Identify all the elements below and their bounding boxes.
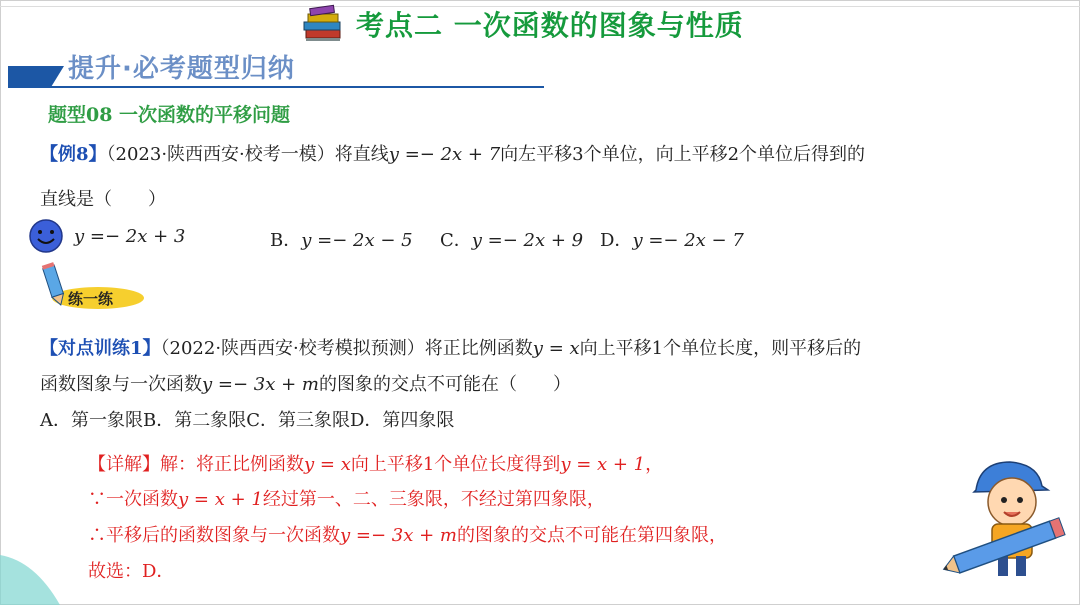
boy-with-pencil-illustration (940, 456, 1070, 582)
title-area (300, 4, 744, 44)
training-equation-2: y =− 3x + m (202, 374, 319, 395)
option-b-label: B． (270, 230, 302, 251)
solution-line-4: 故选：D． (88, 561, 175, 582)
option-c-label: C． (440, 230, 472, 251)
option-c-text: y =− 2x + 9 (471, 230, 584, 251)
option-c (440, 226, 583, 252)
option-b (270, 226, 413, 252)
solution-text-1b: 向上平移1个单位长度得到 (350, 454, 561, 475)
solution-text-1c: ， (645, 454, 664, 475)
example-label: 【例8】 (40, 144, 107, 165)
smiley-icon (28, 218, 64, 254)
solution-text-2b: 经过第一、二、三象限，不经过第四象限， (262, 489, 605, 510)
solution-line-2 (88, 485, 605, 511)
option-d (600, 226, 744, 252)
banner-underline (8, 86, 544, 88)
solution-equation-4: y =− 3x + m (340, 525, 457, 546)
page-title: 考点二 一次函数的图象与性质 (356, 9, 744, 42)
solution-line-3 (88, 521, 727, 547)
training-rest-1: 向上平移1个单位长度，则平移后的 (579, 338, 862, 359)
training-options: A．第一象限B．第二象限C．第三象限D．第四象限 (40, 410, 455, 431)
training-text-2b: 的图象的交点不可能在（ ） (318, 374, 571, 395)
example-source: （2023·陕西西安·校考一模）将直线 (106, 144, 389, 165)
books-icon (300, 4, 346, 44)
solution-equation-1: y = x (304, 454, 351, 475)
training-text-2a: 函数图象与一次函数 (40, 374, 202, 395)
practice-badge-label: 练一练 (68, 290, 114, 308)
example-line-1 (40, 140, 865, 166)
example-rest: 向左平移3个单位，向上平移2个单位后得到的 (500, 144, 866, 165)
training-line-2 (40, 370, 571, 396)
solution-text-2a: ∵一次函数 (88, 489, 178, 510)
solution-text-1a: 【详解】解：将正比例函数 (88, 454, 304, 475)
option-a: y =− 2x + 3 (74, 226, 186, 247)
option-b-text: y =− 2x − 5 (301, 230, 413, 251)
solution-equation-2: y = x + 1 (560, 454, 646, 475)
option-d-label: D． (600, 230, 633, 251)
solution-text-3b: 的图象的交点不可能在第四象限， (456, 525, 727, 546)
training-equation-1: y = x (532, 338, 580, 359)
section-banner: 提升·必考题型归纳 (68, 54, 295, 84)
solution-text-3a: ∴平移后的函数图象与一次函数 (88, 525, 340, 546)
topic-heading: 题型08 一次函数的平移问题 (48, 104, 291, 126)
option-d-text: y =− 2x − 7 (632, 230, 744, 251)
solution-equation-3: y = x + 1 (178, 489, 263, 510)
practice-badge (36, 262, 146, 312)
corner-decoration (0, 525, 80, 605)
example-line-2: 直线是（ ） (40, 189, 166, 210)
training-label: 【对点训练1】 (40, 338, 161, 359)
example-equation: y =− 2x + 7 (388, 144, 501, 165)
solution-line-1 (88, 450, 663, 476)
training-line-1 (40, 334, 861, 360)
training-source: （2022·陕西西安·校考模拟预测）将正比例函数 (160, 338, 533, 359)
